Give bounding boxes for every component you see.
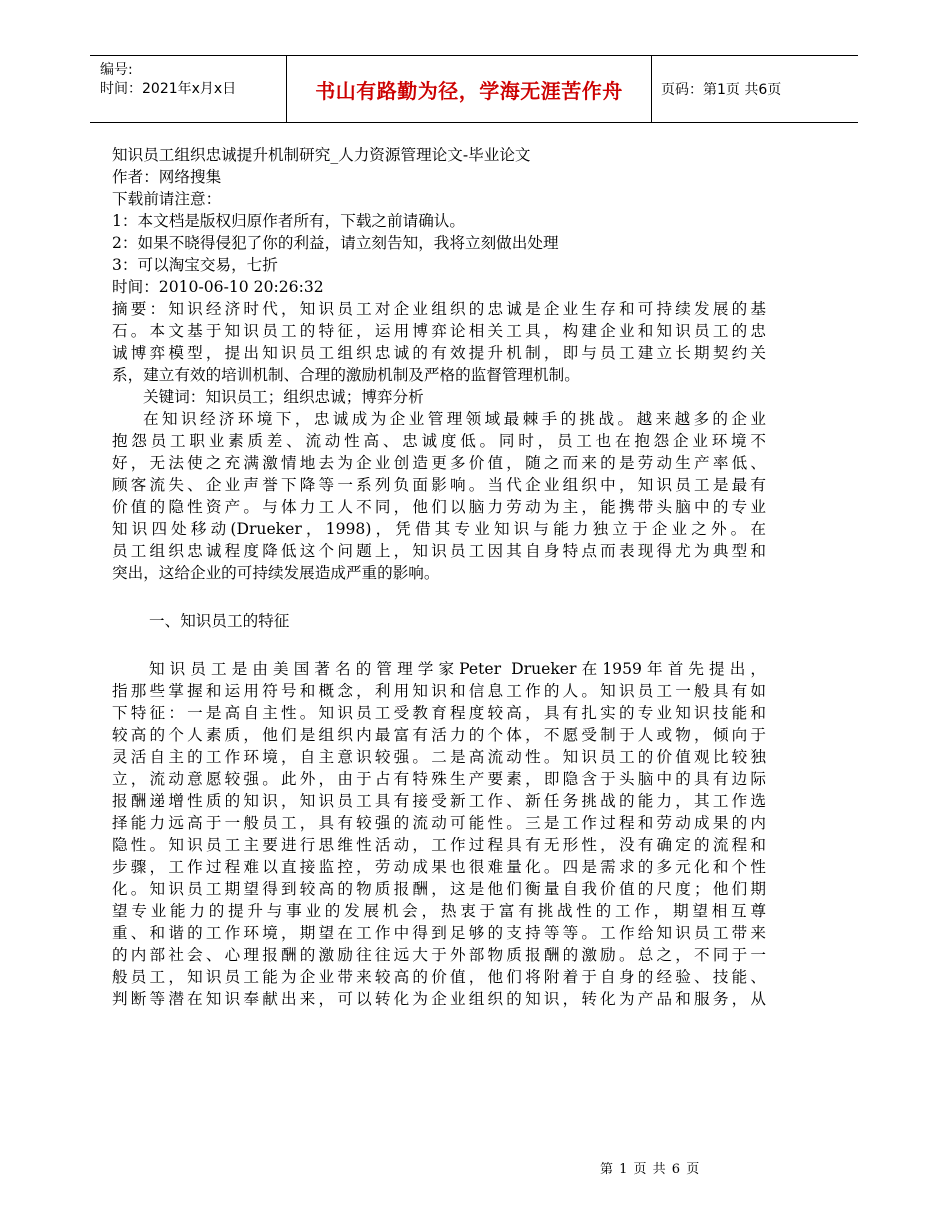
intro-line: 员工组织忠诚程度降低这个问题上，知识员工因其自身特点而表现得尤为典型和 xyxy=(112,542,766,560)
header-page-cell xyxy=(651,56,868,122)
section-1-line: 知识员工是由美国著名的管理学家Peter Drueker在1959年首先提出， xyxy=(149,660,766,678)
doc-author: 作者：网络搜集 xyxy=(112,168,222,186)
notice-item-1: 1：本文档是版权归原作者所有，下载之前请确认。 xyxy=(112,212,465,230)
section-1-line: 重、和谐的工作环境，期望在工作中得到足够的支持等等。工作给知识员工带来 xyxy=(112,924,766,942)
section-1-line: 灵活自主的工作环境，自主意识较强。二是高流动性。知识员工的价值观比较独 xyxy=(112,748,766,766)
intro-line: 突出，这给企业的可持续发展造成严重的影响。 xyxy=(112,564,440,582)
spacer xyxy=(112,632,766,658)
abstract-line: 石。本文基于知识员工的特征，运用博弈论相关工具，构建企业和知识员工的忠 xyxy=(112,322,766,340)
section-1-line: 般员工，知识员工能为企业带来较高的价值，他们将附着于自身的经验、技能、 xyxy=(112,968,766,986)
section-1-line: 报酬递增性质的知识，知识员工具有接受新工作、新任务挑战的能力，其工作选 xyxy=(112,792,766,810)
section-1-paragraph xyxy=(112,658,766,1010)
intro-paragraph xyxy=(112,408,766,584)
page-footer xyxy=(600,1158,700,1177)
intro-line: 顾客流失、企业声誉下降等一系列负面影响。当代企业组织中，知识员工是最有 xyxy=(112,476,766,494)
page-header xyxy=(90,55,858,123)
section-1-line: 望专业能力的提升与事业的发展机会，热衷于富有挑战性的工作，期望相互尊 xyxy=(112,902,766,920)
spacer xyxy=(112,584,766,610)
section-1-line: 步骤，工作过程难以直接监控，劳动成果也很难量化。四是需求的多元化和个性 xyxy=(112,858,766,876)
intro-line: 好，无法使之充满激情地去为企业创造更多价值，随之而来的是劳动生产率低、 xyxy=(112,454,766,472)
abstract-paragraph xyxy=(112,298,766,386)
section-1-line: 的内部社会、心理报酬的激励往往远大于外部物质报酬的激励。总之，不同于一 xyxy=(112,946,766,964)
section-1-line: 化。知识员工期望得到较高的物质报酬，这是他们衡量自我价值的尺度；他们期 xyxy=(112,880,766,898)
footer-page-number: 第 1 页 共 6 页 xyxy=(600,1162,701,1177)
section-1-line: 下特征：一是高自主性。知识员工受教育程度较高，具有扎实的专业知识技能和 xyxy=(112,704,766,722)
header-page-label: 页码：第1页 共6页 xyxy=(661,82,782,98)
header-motto-cell xyxy=(286,56,652,122)
document-body xyxy=(112,144,766,1010)
section-1-line: 择能力远高于一般员工，具有较强的流动可能性。三是工作过程和劳动成果的内 xyxy=(112,814,766,832)
doc-title: 知识员工组织忠诚提升机制研究_人力资源管理论文-毕业论文 xyxy=(112,146,531,164)
intro-line: 知识四处移动(Drueker，1998)，凭借其专业知识与能力独立于企业之外。在 xyxy=(112,520,766,538)
notice-item-2: 2：如果不晓得侵犯了你的利益，请立刻告知，我将立刻做出处理 xyxy=(112,234,559,252)
section-1-line: 立，流动意愿较强。此外，由于占有特殊生产要素，即隐含于头脑中的具有边际 xyxy=(112,770,766,788)
intro-line: 抱怨员工职业素质差、流动性高、忠诚度低。同时，员工也在抱怨企业环境不 xyxy=(112,432,766,450)
section-1-line: 隐性。知识员工主要进行思维性活动，工作过程具有无形性，没有确定的流程和 xyxy=(112,836,766,854)
keywords-line: 关键词：知识员工；组织忠诚；博弈分析 xyxy=(143,388,424,406)
doc-time-label: 时间：2021年x月x日 xyxy=(100,81,237,97)
notice-heading: 下载前请注意： xyxy=(112,190,222,208)
abstract-line: 摘要：知识经济时代，知识员工对企业组织的忠诚是企业生存和可持续发展的基 xyxy=(112,300,766,318)
intro-line: 在知识经济环境下，忠诚成为企业管理领域最棘手的挑战。越来越多的企业 xyxy=(143,410,766,428)
section-1-line: 较高的个人素质，他们是组织内最富有活力的个体，不愿受制于人或物，倾向于 xyxy=(112,726,766,744)
header-left-cell xyxy=(90,56,286,122)
section-1-line: 判断等潜在知识奉献出来，可以转化为企业组织的知识，转化为产品和服务，从 xyxy=(112,990,766,1008)
doc-timestamp: 时间：2010-06-10 20:26:32 xyxy=(112,278,324,296)
abstract-line: 系，建立有效的培训机制、合理的激励机制及严格的监督管理机制。 xyxy=(112,366,580,384)
section-1-heading: 一、知识员工的特征 xyxy=(149,612,290,630)
section-1-line: 指那些掌握和运用符号和概念，利用知识和信息工作的人。知识员工一般具有如 xyxy=(112,682,766,700)
intro-line: 价值的隐性资产。与体力工人不同，他们以脑力劳动为主，能携带头脑中的专业 xyxy=(112,498,766,516)
doc-number-label: 编号: xyxy=(100,62,133,78)
notice-item-3: 3：可以淘宝交易，七折 xyxy=(112,256,278,274)
header-motto: 书山有路勤为径，学海无涯苦作舟 xyxy=(315,78,623,103)
abstract-line: 诚博弈模型，提出知识员工组织忠诚的有效提升机制，即与员工建立长期契约关 xyxy=(112,344,766,362)
